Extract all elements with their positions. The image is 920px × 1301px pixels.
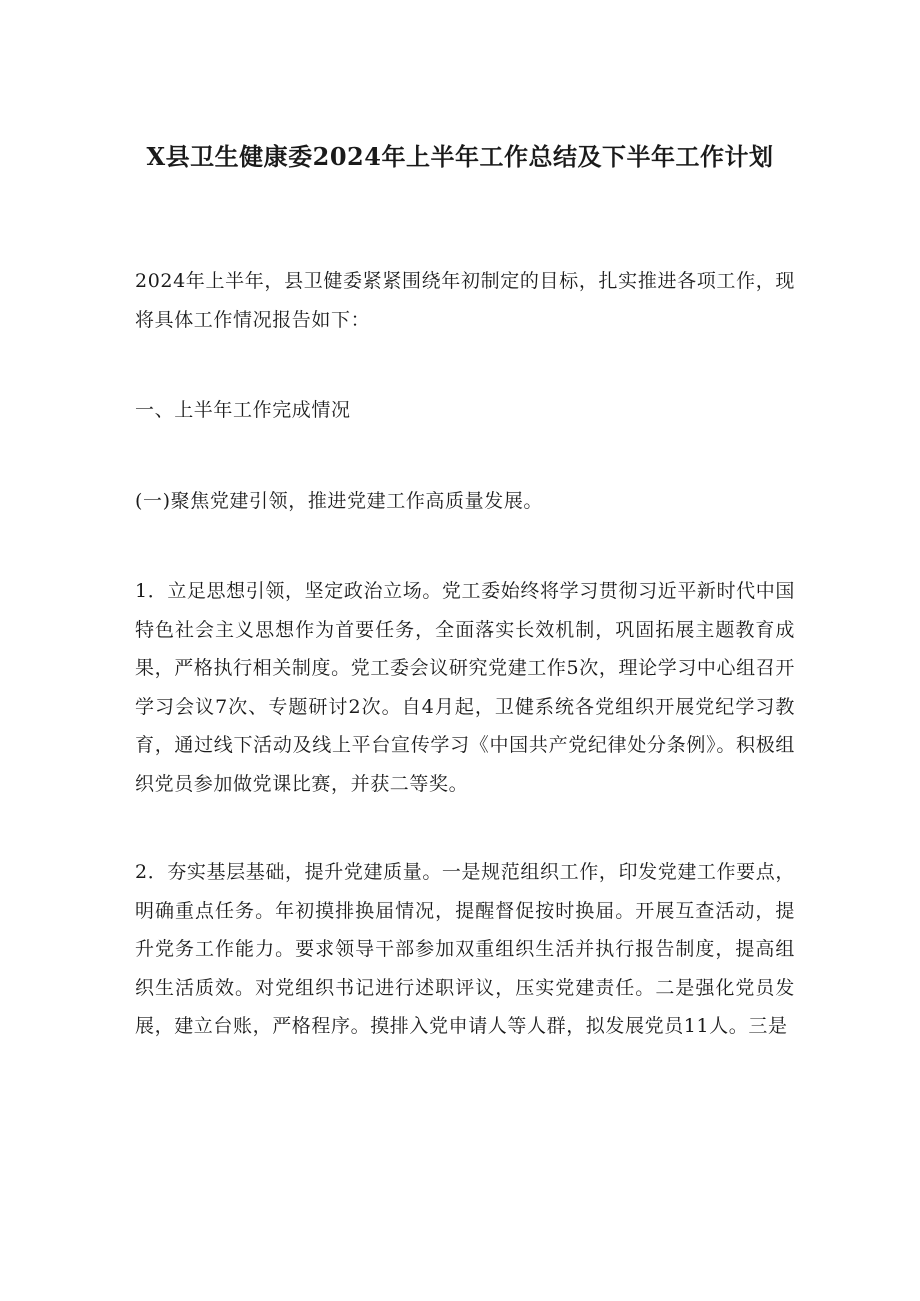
document-body bbox=[135, 262, 795, 1046]
document-title: X县卫生健康委2024年上半年工作总结及下半年工作计划 bbox=[146, 142, 774, 171]
section-heading: 一、上半年工作完成情况 bbox=[135, 399, 351, 421]
item-paragraph-2: 2．夯实基层基础，提升党建质量。一是规范组织工作，印发党建工作要点，明确重点任务。年初摸排换届情况，提醒督促按时换届。开展互查活动，提升党务工作能力。要求领导干部参加双重组织生活并执行报告制度，提高组织生活质效。对党组织书记进行述职评议，压实党建责任。二是强化党员发展，建立台账，严格程序。摸排入党申请人等人群，拟发展党员11人。三是 bbox=[135, 861, 795, 1037]
item-paragraph-1: 1．立足思想引领，坚定政治立场。党工委始终将学习贯彻习近平新时代中国特色社会主义思想作为首要任务，全面落实长效机制，巩固拓展主题教育成果，严格执行相关制度。党工委会议研究党建工作5次，理论学习中心组召开学习会议7次、专题研讨2次。自4月起，卫健系统各党组织开展党纪学习教育，通过线下活动及线上平台宣传学习《中国共产党纪律处分条例》。积极组织党员参加做党课比赛，并获二等奖。 bbox=[135, 580, 795, 795]
subsection-heading: (一)聚焦党建引领，推进党建工作高质量发展。 bbox=[135, 489, 544, 512]
intro-paragraph: 2024年上半年，县卫健委紧紧围绕年初制定的目标，扎实推进各项工作，现将具体工作情况报告如下： bbox=[135, 270, 795, 331]
